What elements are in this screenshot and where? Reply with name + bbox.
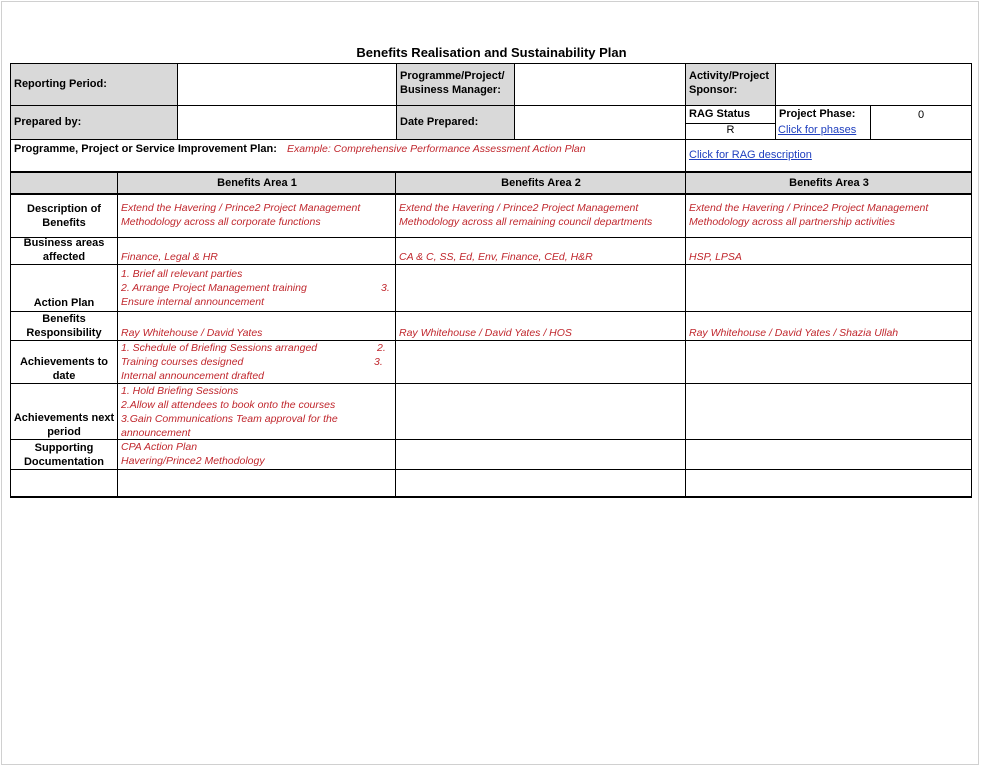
action-plan-line-1: 1. Brief all relevant parties [121,268,243,280]
page-title: Benefits Realisation and Sustainability Plan [356,45,627,60]
plan-example: Example: Comprehensive Performance Assessment Action Plan [287,143,586,155]
row-label-achievements-line2: date [52,370,76,382]
reporting-period-label-cell [10,63,178,106]
row-label-business-areas [11,236,117,264]
row-label-responsibility-line2: Responsibility [26,327,102,339]
next-period-line-4: announcement [121,427,191,439]
achievements-line-1: 1. Schedule of Briefing Sessions arranged [121,342,318,354]
rag-status-value[interactable]: R [726,124,735,136]
business-areas-area-1[interactable]: Finance, Legal & HR [121,251,218,263]
col-divider [685,172,686,497]
rag-link-cell [685,139,972,172]
row-label-next-period-line1: Achievements next [13,412,115,424]
programme-manager-label-line1: Programme/Project/ [400,70,505,82]
programme-manager-field[interactable] [514,63,686,106]
supporting-line-1: CPA Action Plan [121,441,198,453]
row-label-supporting-line2: Documentation [23,456,105,468]
row-label-supporting-line1: Supporting [34,442,94,454]
project-phase-value: 0 [918,109,925,121]
achievements-line-3: Internal announcement drafted [121,370,265,382]
row-label-supporting [11,441,117,469]
column-header-area-2: Benefits Area 2 [501,177,581,189]
row-divider [10,311,972,312]
business-areas-area-2[interactable]: CA & C, SS, Ed, Env, Finance, CEd, H&R [399,251,593,263]
project-phase-label: Project Phase: [779,108,856,120]
row-label-achievements-line1: Achievements to [19,356,109,368]
prepared-by-label: Prepared by: [14,116,82,128]
row-label-responsibility-line1: Benefits [42,313,86,325]
table-bottom-border [10,496,972,498]
programme-manager-label-line2: Business Manager: [400,84,501,96]
next-period-line-3: 3.Gain Communications Team approval for the [121,413,338,425]
action-plan-line-2-number: 3. [381,282,390,294]
plan-cell[interactable] [10,139,686,172]
responsibility-area-1[interactable]: Ray Whitehouse / David Yates [121,327,263,339]
header-bottom-border [10,193,972,195]
next-period-line-2: 2.Allow all attendees to book onto the courses [121,399,336,411]
description-area-3[interactable]: Extend the Havering / Prince2 Project Management Methodology across all partnership activities [689,202,929,228]
action-plan-line-3: Ensure internal announcement [121,296,265,308]
supporting-area-1[interactable] [121,440,393,469]
rag-status-cell [685,105,776,140]
achievements-line-2: Training courses designed [121,356,244,368]
phases-link[interactable]: Click for phases [778,124,857,136]
achievements-area-1[interactable] [121,341,393,383]
project-phase-value-cell[interactable] [870,105,972,140]
prepared-by-label-cell [10,105,178,140]
action-plan-line-2: 2. Arrange Project Management training [121,282,307,294]
business-areas-area-3[interactable]: HSP, LPSA [689,251,742,263]
rag-description-link[interactable]: Click for RAG description [689,149,812,161]
row-divider [10,237,972,238]
achievements-line-1-number: 2. [377,342,386,354]
prepared-by-field[interactable] [177,105,397,140]
column-header-area-1: Benefits Area 1 [217,177,297,189]
plan-label: Programme, Project or Service Improvement Plan: [14,143,277,155]
col-divider [117,172,118,497]
action-plan-area-1[interactable] [121,267,393,311]
responsibility-area-3[interactable]: Ray Whitehouse / David Yates / Shazia Ullah [689,327,899,339]
row-label-description-line2: Benefits [42,217,86,229]
sponsor-field[interactable] [775,63,972,106]
row-label-responsibility [11,312,117,340]
reporting-period-field[interactable] [177,63,397,106]
reporting-period-label: Reporting Period: [14,78,107,90]
row-label-description [11,202,117,230]
sponsor-label-line2: Sponsor: [689,84,738,96]
row-label-action-plan: Action Plan [33,297,95,309]
date-prepared-field[interactable] [514,105,686,140]
next-period-area-1[interactable] [121,384,393,439]
row-divider [10,264,972,265]
table-top-border [10,171,972,173]
row-label-description-line1: Description of [27,203,101,215]
row-label-next-period-line2: period [47,426,81,438]
programme-manager-label-cell [396,63,515,106]
description-area-1[interactable]: Extend the Havering / Prince2 Project Management Methodology across all corporate functions [121,202,361,228]
responsibility-area-2[interactable]: Ray Whitehouse / David Yates / HOS [399,327,572,339]
row-label-next-period [11,411,117,439]
next-period-line-1: 1. Hold Briefing Sessions [121,385,239,397]
row-label-business-areas-line1: Business areas [23,237,105,249]
row-label-business-areas-line2: affected [42,251,86,263]
project-phase-cell [775,105,871,140]
row-label-achievements [11,355,117,383]
sponsor-label-cell [685,63,776,106]
date-prepared-label-cell [396,105,515,140]
sponsor-label-line1: Activity/Project [689,70,770,82]
col-divider [395,172,396,497]
rag-status-label: RAG Status [689,108,751,120]
row-divider [10,469,972,470]
achievements-line-2-number: 3. [374,356,383,368]
description-area-2[interactable]: Extend the Havering / Prince2 Project Management Methodology across all remaining council departments [399,202,653,228]
column-header-area-3: Benefits Area 3 [789,177,869,189]
supporting-line-2: Havering/Prince2 Methodology [121,455,265,467]
date-prepared-label: Date Prepared: [400,116,479,128]
col-divider [971,172,972,497]
